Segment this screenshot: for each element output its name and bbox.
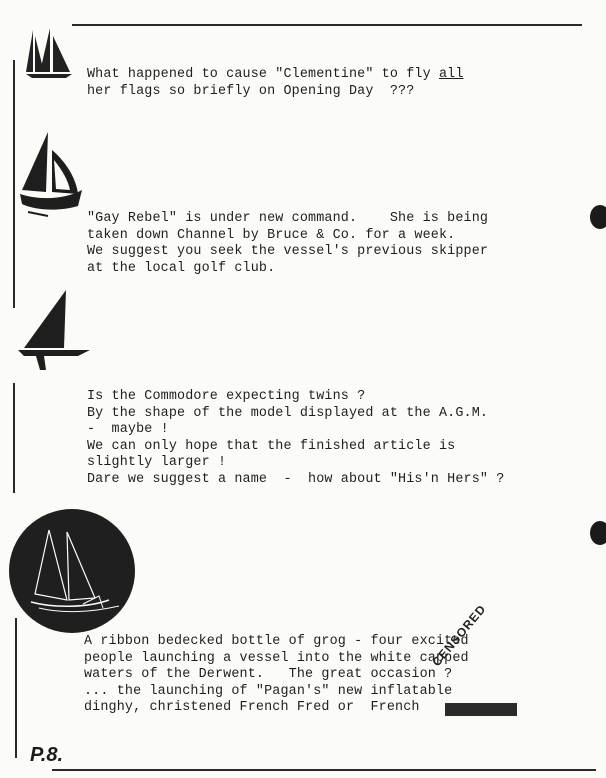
text-line: her flags so briefly on Opening Day ??? bbox=[87, 83, 415, 99]
racing-sailboat-icon bbox=[18, 290, 92, 372]
margin-line-3 bbox=[15, 618, 17, 758]
top-rule bbox=[72, 24, 582, 26]
text-line: - maybe ! bbox=[87, 422, 169, 437]
text-line: What happened to cause "Clementine" to fly bbox=[87, 67, 439, 82]
text-line: at the local golf club. bbox=[87, 260, 276, 276]
paragraph-commodore bbox=[87, 389, 504, 488]
margin-line-2 bbox=[13, 383, 15, 493]
text-line: dinghy, christened French Fred or French bbox=[84, 700, 420, 715]
paragraph-pagan-dinghy bbox=[84, 634, 469, 717]
page-number: P.8. bbox=[30, 744, 63, 766]
text-line: ... the launching of "Pagan's" new inflatable bbox=[84, 683, 453, 699]
paragraph-gay-rebel bbox=[87, 211, 488, 277]
text-line: slightly larger ! bbox=[87, 455, 227, 470]
text-line: Dare we suggest a name - how about "His'n Hers" ? bbox=[87, 471, 505, 487]
bottom-rule bbox=[52, 769, 596, 771]
text-line: We suggest you seek the vessel's previous skipper bbox=[87, 244, 489, 259]
heeling-sailboat-icon bbox=[18, 132, 86, 218]
text-line: taken down Channel by Bruce & Co. for a week. bbox=[87, 227, 456, 243]
text-line: waters of the Derwent. The great occasion ? bbox=[84, 667, 453, 682]
underlined-word: all bbox=[439, 67, 464, 82]
margin-line-1 bbox=[13, 60, 15, 308]
text-line: "Gay Rebel" is under new command. She is being bbox=[87, 211, 489, 226]
text-line: people launching a vessel into the white capped bbox=[84, 650, 469, 666]
text-line: A ribbon bedecked bottle of grog - four excited bbox=[84, 634, 469, 649]
text-line: By the shape of the model displayed at the A.G.M. bbox=[87, 405, 489, 421]
censor-bar bbox=[445, 703, 517, 716]
text-line: Is the Commodore expecting twins ? bbox=[87, 389, 366, 404]
text-line: We can only hope that the finished article is bbox=[87, 438, 456, 454]
censored-stamp: CENSORED bbox=[429, 601, 489, 669]
binder-hole-2 bbox=[590, 521, 606, 545]
twin-sail-yacht-icon bbox=[24, 26, 76, 78]
binder-hole-1 bbox=[590, 205, 606, 229]
paragraph-clementine bbox=[87, 67, 464, 100]
circular-yacht-vignette bbox=[9, 508, 137, 634]
